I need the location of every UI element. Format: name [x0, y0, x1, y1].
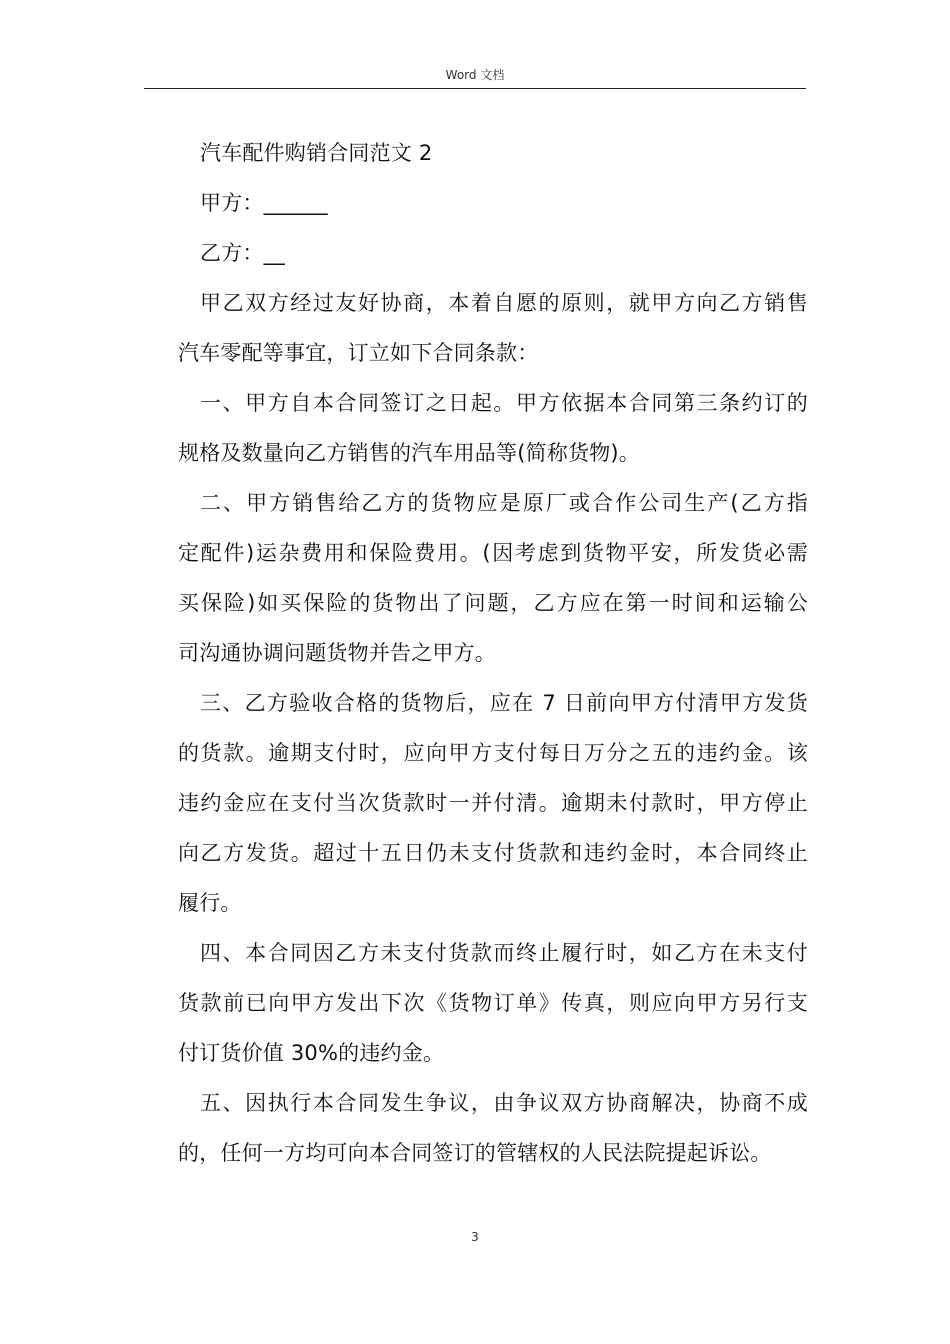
page-number: 3 [471, 1230, 479, 1244]
paragraph-line: 司沟通协调问题货物并告之甲方。 [178, 641, 496, 665]
paragraph-line: 付订货价值 30%的违约金。 [178, 1041, 445, 1065]
header-title: Word 文档 [445, 68, 505, 82]
paragraph-line: 一、甲方自本合同签订之日起。甲方依据本合同第三条约订的 [200, 391, 808, 415]
clause-5 [178, 1078, 808, 1178]
clause-2 [178, 478, 808, 678]
party-b-line: 乙方：__ [200, 241, 285, 265]
paragraph-line: 四、本合同因乙方未支付货款而终止履行时，如乙方在未支付 [200, 941, 808, 965]
paragraph-line: 定配件)运杂费用和保险费用。(因考虑到货物平安，所发货必需 [178, 541, 808, 565]
clause-4 [178, 928, 808, 1078]
document-title: 汽车配件购销合同范文 2 [200, 141, 433, 165]
document-body [178, 128, 808, 1178]
clause-1 [178, 378, 808, 478]
paragraph-line: 汽车零配等事宜，订立如下合同条款： [178, 341, 539, 365]
party-a-line: 甲方：______ [200, 191, 328, 215]
paragraph-line: 违约金应在支付当次货款时一并付清。逾期未付款时，甲方停止 [178, 791, 808, 815]
paragraph-line: 五、因执行本合同发生争议，由争议双方协商解决，协商不成 [200, 1091, 808, 1115]
paragraph-line: 的货款。逾期支付时，应向甲方支付每日万分之五的违约金。该 [178, 741, 808, 765]
intro-paragraph [178, 278, 808, 378]
paragraph-line: 规格及数量向乙方销售的汽车用品等(简称货物)。 [178, 441, 640, 465]
paragraph-line: 买保险)如买保险的货物出了问题，乙方应在第一时间和运输公 [178, 591, 808, 615]
paragraph-line: 向乙方发货。超过十五日仍未支付货款和违约金时，本合同终止 [178, 841, 808, 865]
paragraph-line: 货款前已向甲方发出下次《货物订单》传真，则应向甲方另行支 [178, 991, 808, 1015]
paragraph-line: 履行。 [178, 891, 242, 915]
clause-3 [178, 678, 808, 928]
page-header [144, 66, 806, 89]
paragraph-line: 二、甲方销售给乙方的货物应是原厂或合作公司生产(乙方指 [200, 491, 808, 515]
paragraph-line: 的，任何一方均可向本合同签订的管辖权的人民法院提起诉讼。 [178, 1141, 772, 1165]
paragraph-line: 甲乙双方经过友好协商，本着自愿的原则，就甲方向乙方销售 [200, 291, 808, 315]
paragraph-line: 三、乙方验收合格的货物后，应在 7 日前向甲方付清甲方发货 [200, 691, 808, 715]
